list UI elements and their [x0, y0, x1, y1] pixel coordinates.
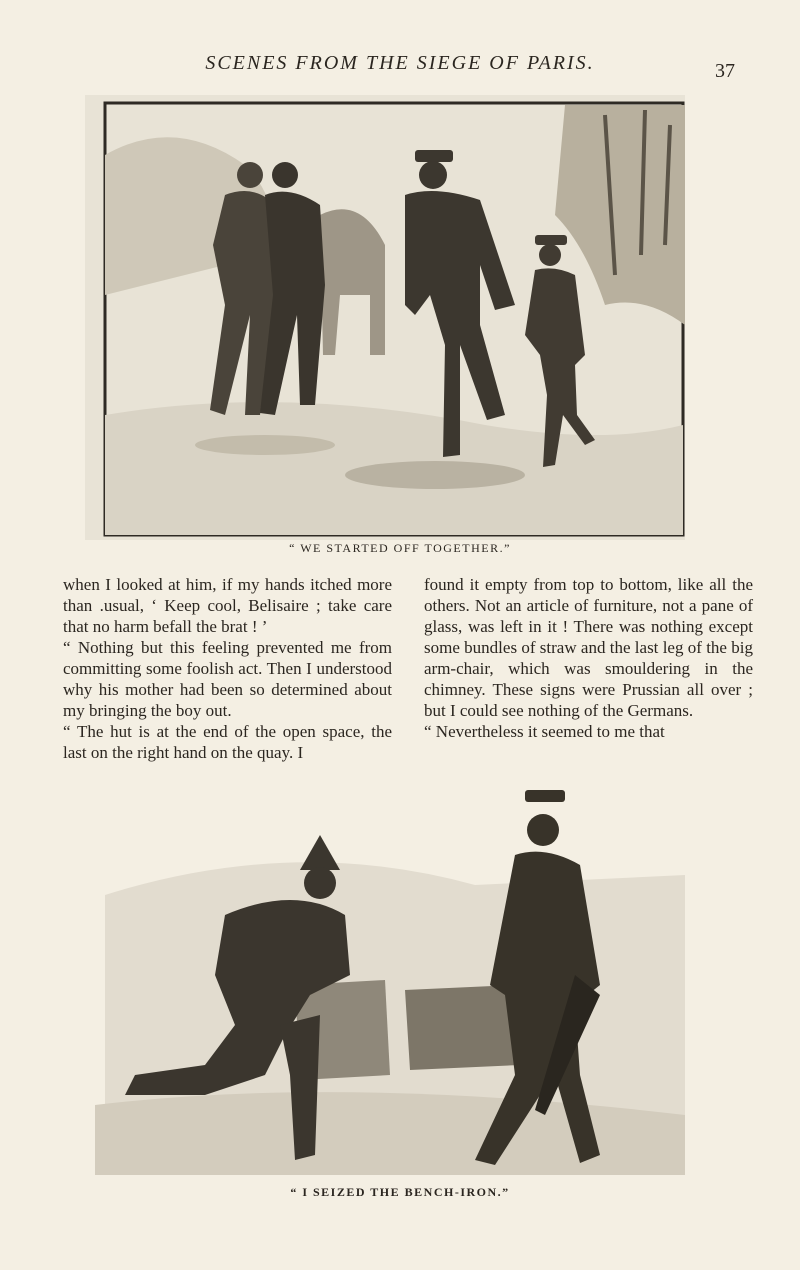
- illustration-bottom-caption: “ I SEIZED THE BENCH-IRON.”: [290, 1185, 510, 1199]
- paragraph: found it empty from top to bottom, like all the others. Not an article of furniture, not a pane of glass, was left in it ! There was nothing except some bundles of straw and the last leg of the big arm-chair, which was smouldering in the chimney. These signs were Prussian all over ; but I could see nothing of the Germans.: [424, 575, 753, 720]
- paragraph: when I looked at him, if my hands itched more than .usual, ‘ Keep cool, Belisaire ; take care that no harm befall the brat ! ’: [63, 575, 392, 636]
- paragraph: “ Nothing but this feeling prevented me from committing some foolish act. Then I understood why his mother had been so determined about my bringing the boy out.: [63, 638, 392, 720]
- paragraph: “ Nevertheless it seemed to me that: [424, 722, 665, 741]
- engraving-bottom-image: [95, 775, 685, 1175]
- running-title: SCENES FROM THE SIEGE OF PARIS.: [205, 52, 595, 74]
- illustration-bottom: [95, 775, 685, 1175]
- paragraph: “ The hut is at the end of the open space, the last on the right hand on the quay. I: [63, 722, 392, 762]
- column-left: [63, 574, 392, 763]
- column-right: [424, 574, 753, 763]
- text-columns: [63, 574, 753, 763]
- page-number: 37: [715, 60, 735, 82]
- illustration-top-caption: “ WE STARTED OFF TOGETHER.”: [289, 541, 511, 555]
- engraving-top-image: [85, 95, 685, 540]
- illustration-top: [85, 95, 685, 540]
